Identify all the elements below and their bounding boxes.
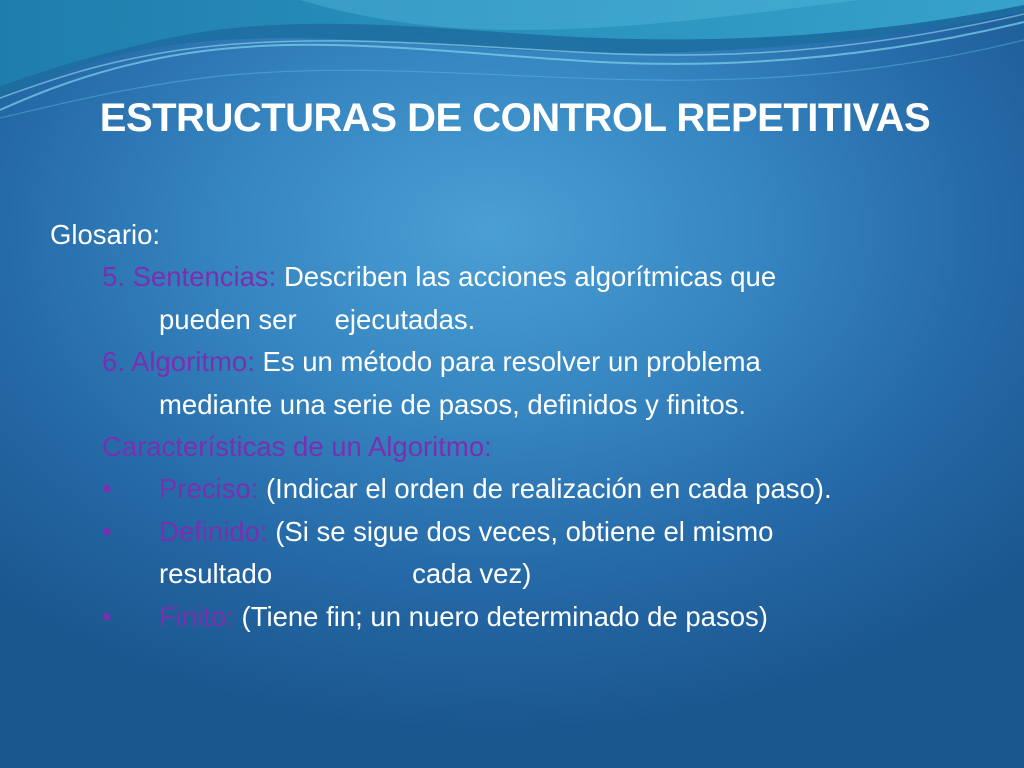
characteristic-term: Preciso: [159,473,259,505]
characteristic-desc-line2b: cada vez) [412,558,532,590]
bullet-dot: • [102,600,112,632]
bullet-dot: • [102,473,112,505]
characteristic-term: Finito: [159,600,234,632]
characteristic-preciso [102,468,973,510]
characteristic-definido [102,511,973,596]
item-term: Sentencias: [132,261,277,293]
item-desc-line1: Es un método para resolver un problema [262,346,761,378]
characteristic-desc-line1: (Si se sigue dos veces, obtiene el mismo [275,515,774,547]
characteristic-desc-line2a: resultado [159,558,273,590]
characteristic-desc: (Tiene fin; un nuero determinado de pasos) [241,600,768,632]
slide-content [50,214,973,638]
characteristic-term: Definido: [159,515,268,547]
bullet-dot: • [102,515,112,547]
glossary-label: Glosario: [50,219,161,250]
characteristic-desc: (Indicar el orden de realización en cada paso). [265,473,832,505]
glossary-item-algoritmo [102,341,973,426]
item-desc-line2: mediante una serie de pasos, definidos y finitos. [159,388,747,420]
item-number: 6. [102,346,125,378]
slide-title: ESTRUCTURAS DE CONTROL REPETITIVAS [99,96,931,140]
item-desc-line2a: pueden ser [159,303,297,335]
item-desc-line1: Describen las acciones algorítmicas que [283,261,777,293]
characteristic-finito [102,596,973,638]
characteristics-heading: Características de un Algoritmo: [102,431,492,463]
item-number: 5. [102,261,125,293]
item-desc-line2b: ejecutadas. [334,303,476,335]
item-term: Algoritmo: [131,346,255,378]
glossary-item-sentencias [102,256,973,341]
